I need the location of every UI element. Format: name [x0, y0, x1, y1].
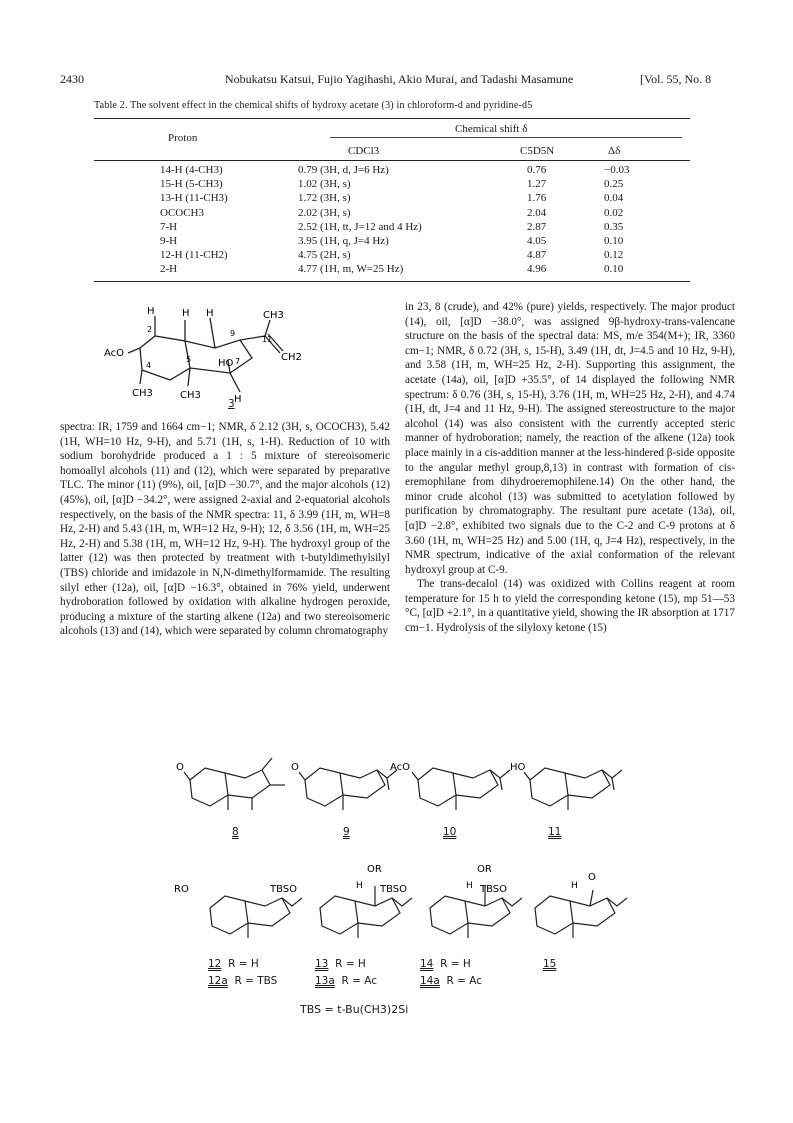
- scheme-sub-label: TBSO: [380, 884, 408, 895]
- scheme-top-label: OR: [477, 864, 492, 875]
- scheme-h-label: H: [356, 881, 363, 891]
- table-cell-delta: 0.04: [604, 192, 624, 205]
- locant-label: 4: [146, 361, 152, 370]
- table-cell-cdcl3: 3.95 (1H, q, J=4 Hz): [298, 235, 389, 248]
- h-label: H: [147, 306, 155, 317]
- h-label: H: [206, 308, 214, 319]
- scheme-sub-label: TBSO: [270, 884, 298, 895]
- table-cell-delta: 0.25: [604, 178, 624, 191]
- table-cell-proton: 14-H (4-CH3): [160, 164, 223, 176]
- table-cell-c5d5n: 1.27: [527, 178, 547, 191]
- header-chemical-shift: Chemical shift δ: [455, 123, 528, 135]
- left-column-text: [60, 420, 390, 639]
- running-authors: Nobukatsu Katsui, Fujio Yagihashi, Akio Murai, and Tadashi Masamune: [225, 72, 574, 86]
- ch2-label: CH2: [281, 352, 302, 363]
- scheme-h-label: H: [466, 881, 473, 891]
- table-cell-proton: 15-H (5-CH3): [160, 178, 223, 191]
- table-cell-cdcl3: 0.79 (3H, d, J=6 Hz): [298, 164, 389, 176]
- scheme-row-1: [150, 740, 630, 840]
- table-cell-c5d5n: 4.05: [527, 235, 547, 248]
- table-cell-proton: 7-H: [160, 220, 178, 233]
- ch3-label: CH3: [180, 390, 201, 401]
- locant-label: 2: [147, 325, 153, 334]
- compound-label-11: 11: [548, 826, 562, 838]
- compound-label-15: 15: [543, 958, 557, 970]
- compound-label-3: 3: [228, 398, 235, 410]
- table-cell-c5d5n: 0.76: [527, 164, 547, 176]
- header-span-rule: [330, 137, 682, 138]
- compound-label-8: 8: [232, 826, 239, 838]
- locant-label: 7: [235, 357, 241, 366]
- compound-label-13a: [315, 975, 377, 987]
- scheme-h-label: H: [571, 881, 578, 891]
- table-cell-delta: 0.10: [604, 235, 624, 248]
- header-cdcl3: CDCl3: [348, 145, 380, 157]
- header-delta: Δδ: [608, 145, 621, 157]
- table-cell-c5d5n: 4.96: [527, 263, 547, 276]
- ho-label: HO: [218, 358, 234, 369]
- compound-note: R = H: [228, 958, 259, 970]
- ch3-label: CH3: [263, 310, 284, 321]
- table-cell-cdcl3: 1.02 (3H, s): [298, 178, 351, 191]
- table-cell-delta: 0.35: [604, 220, 624, 233]
- compound-label-9: 9: [343, 826, 350, 838]
- h-label: H: [234, 394, 242, 405]
- table-cell-c5d5n: 2.04: [527, 206, 547, 219]
- table-cell-cdcl3: 2.52 (1H, tt, J=12 and 4 Hz): [298, 220, 422, 233]
- table-cell-c5d5n: 1.76: [527, 192, 547, 205]
- table-bottom-rule: [94, 281, 690, 282]
- locant-label: 9: [230, 329, 236, 338]
- compound-number: 12a: [208, 975, 228, 987]
- scheme-sub-label: AcO: [390, 762, 411, 773]
- compound-label-12: [208, 958, 259, 970]
- table-cell-delta: −0.03: [604, 164, 630, 176]
- table-cell-cdcl3: 4.77 (1H, m, W=25 Hz): [298, 263, 404, 276]
- compound-label-12a: [208, 975, 277, 987]
- volume-info: [Vol. 55, No. 8: [640, 72, 712, 86]
- header-c5d5n: C5D5N: [520, 145, 555, 157]
- compound-number: 14: [420, 958, 434, 970]
- ch3-label: CH3: [132, 388, 153, 399]
- compound-number: 12: [208, 958, 222, 970]
- scheme-top-label: O: [588, 872, 596, 883]
- compound-note: R = TBS: [234, 975, 278, 987]
- table-cell-proton: 13-H (11-CH3): [160, 192, 228, 205]
- tbs-footnote: TBS = t-Bu(CH3)2Si: [300, 1003, 409, 1016]
- table-cell-cdcl3: 1.72 (3H, s): [298, 192, 351, 205]
- compound-number: 14a: [420, 975, 440, 987]
- page-number: 2430: [60, 72, 84, 86]
- right-paragraph-1: in 23, 8 (crude), and 42% (pure) yields, respectively. The major product (14), oil, [α]D −38.0°, was assigned 9β-hydroxy-trans-valencane structure on the basis of the spectral data: MS, m/e 354(M+); IR, 3360 cm−1; NMR, δ 0.72 (3H, s, 15-H), 3.49 (1H, dt, J=4.5 and 10 Hz, 9-H), and 3.58 (1H, m, WH=25 Hz, 2-H). Supporting this assignment, the acetate (14a), oil, [α]D +35.5°, of 14 displayed the following NMR spectrum: δ 0.76 (3H, s, 15-H), 3.76 (1H, m, WH=25 Hz, 2-H), and 4.74 (1H, dt, J=4 and 11 Hz, 9-H). The assigned stereostructure to the major alcohol (14) was also consistent with the currently accepted steric manner of hydroboration; namely, the reaction of the alkene (12a) took place mainly in a cis-addition manner at the less-hindered β-side opposite to the angular methyl group,8,13) in contrast with formation of cis-eremophilane from dihydroeremophilene.14) On the other hand, the minor crude alcohol (13) was submitted to acetylation followed by purification by chromatography. The resultant pure acetate (13a), oil, [α]D −2.8°, exhibited two signals due to the C-2 and C-9 protons at δ 3.60 (1H, m, WH=25 Hz) and 5.00 (1H, q, J=4 Hz), respectively, in the NMR spectrum, indicative of the axial conformation of the relevant hydroxyl group at C-9.: [405, 301, 735, 576]
- right-column-text: [405, 300, 735, 636]
- locant-label: 5: [186, 355, 192, 364]
- table-cell-c5d5n: 4.87: [527, 249, 547, 262]
- table-cell-proton: 9-H: [160, 235, 178, 248]
- scheme-sub-label: O: [176, 762, 184, 773]
- header-proton: Proton: [168, 132, 198, 144]
- table-top-rule: [94, 118, 690, 119]
- table-cell-cdcl3: 4.75 (2H, s): [298, 249, 351, 262]
- structure-3-diagram: [100, 298, 400, 418]
- compound-label-14a: [420, 975, 482, 987]
- scheme-sub-label: O: [291, 762, 299, 773]
- compound-number: 13a: [315, 975, 335, 987]
- compound-note: R = H: [335, 958, 366, 970]
- table-header-rule: [94, 160, 690, 161]
- table-cell-cdcl3: 2.02 (3H, s): [298, 206, 351, 219]
- compound-label-10: 10: [443, 826, 457, 838]
- compound-note: R = H: [440, 958, 471, 970]
- compound-label-13: [315, 958, 366, 970]
- scheme-row-2: [160, 858, 640, 958]
- aco-label: AcO: [104, 348, 125, 359]
- table-cell-proton: 12-H (11-CH2): [160, 249, 228, 262]
- compound-note: R = Ac: [341, 975, 378, 987]
- compound-note: R = Ac: [446, 975, 483, 987]
- scheme-sub-label: RO: [174, 884, 189, 895]
- compound-label-14: [420, 958, 471, 970]
- compound-number: 13: [315, 958, 329, 970]
- h-label: H: [182, 308, 190, 319]
- table-cell-c5d5n: 2.87: [527, 220, 547, 233]
- right-paragraph-2: The trans-decalol (14) was oxidized with Collins reagent at room temperature for 15 h to yield the corresponding ketone (15), mp 51—53 °C, [α]D +2.1°, in a quantitative yield, showing the IR absorption at 1717 cm−1. Hydrolysis of the silyloxy ketone (15): [405, 578, 735, 635]
- table-cell-delta: 0.10: [604, 263, 624, 276]
- table-cell-proton: 2-H: [160, 263, 178, 276]
- scheme-sub-label: TBSO: [480, 884, 508, 895]
- table-cell-delta: 0.02: [604, 206, 624, 219]
- table-cell-delta: 0.12: [604, 249, 624, 262]
- scheme-top-label: OR: [367, 864, 382, 875]
- table-caption: Table 2. The solvent effect in the chemical shifts of hydroxy acetate (3) in chloroform-d and pyridine-d5: [94, 100, 533, 111]
- scheme-sub-label: HO: [510, 762, 526, 773]
- left-paragraph: spectra: IR, 1759 and 1664 cm−1; NMR, δ 2.12 (3H, s, OCOCH3), 5.42 (1H, WH=10 Hz, 9-H), and 5.71 (1H, s, 1-H). Reduction of 10 with sodium borohydride produced a 1 : 5 mixture of stereoisomeric homoallyl alcohols (11) and (12), which were separated by preparative TLC. The minor (11) (9%), oil, [α]D −30.7°, and the major alcohols (12) (45%), oil, [α]D −34.2°, were assigned 2-axial and 2-equatorial alcohols respectively, on the basis of the NMR spectra: 11, δ 3.99 (1H, m, WH=8 Hz, 2-H) and 5.43 (1H, m, WH=12 Hz, 9-H); 12, δ 3.56 (1H, m, WH=25 Hz, 2-H) and 5.38 (1H, m, WH=12 Hz, 9-H). The hydroxyl group of the latter (12) was then protected by treatment with t-butyldimethylsilyl (TBS) chloride and imidazole in N,N-dimethylformamide. The resulting silyl ether (12a), oil, [α]D −16.3°, obtained in 76% yield, underwent hydroboration followed by oxidation with alkaline hydrogen peroxide, producing a mixture of the starting alkene (12a) and two stereoisomeric alcohols (13) and (14), which were separated by column chromatography: [60, 421, 390, 638]
- locant-label: 11: [262, 335, 273, 344]
- table-cell-proton: OCOCH3: [160, 206, 205, 219]
